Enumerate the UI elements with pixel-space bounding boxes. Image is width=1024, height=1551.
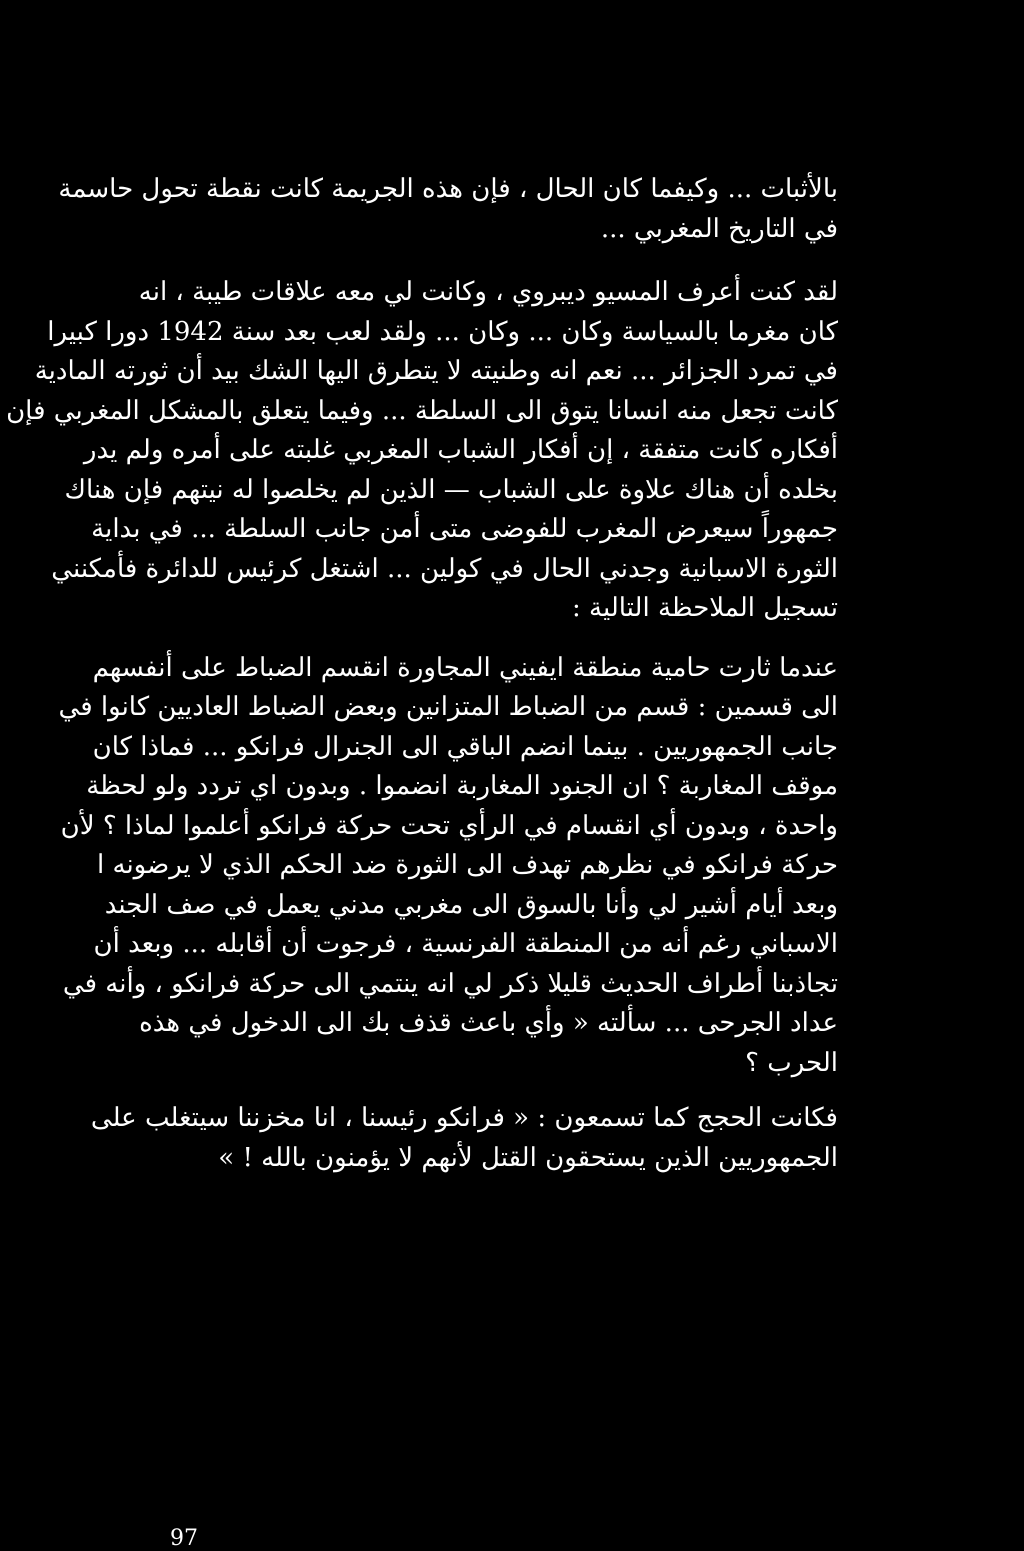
text-line: فكانت الحجج كما تسمعون : « فرانكو رئيسنا ، انا مخزننا سيتغلب على: [90, 1103, 838, 1133]
text-line: الجمهوريين الذين يستحقون القتل لأنهم لا يؤمنون بالله ! »: [218, 1142, 838, 1173]
text-line: بخلده أن هناك علاوة على الشباب — الذين لم يخلصوا له نيتهم فإن هناك: [64, 474, 838, 505]
text-line: جمهوراً سيعرض المغرب للفوضى متى أمن جانب السلطة ... في بداية: [91, 514, 838, 544]
text-line: جانب الجمهوريين . بينما انضم الباقي الى الجنرال فرانكو ... فماذا كان: [92, 731, 838, 762]
paragraph-4: [90, 1099, 838, 1178]
text-line: عداد الجرحى ... سألته « وأي باعث قذف بك الى الدخول في هذه: [139, 1008, 838, 1038]
text-line: عندما ثارت حامية منطقة ايفيني المجاورة انقسم الضباط على أنفسهم: [92, 652, 838, 683]
paragraph-2: [6, 273, 838, 629]
page-number: 97: [170, 1526, 198, 1551]
text-line: كان مغرما بالسياسة وكان ... وكان ... ولقد لعب بعد سنة 1942 دورا كبيرا: [47, 316, 838, 347]
text-line: حركة فرانكو في نظرهم تهدف الى الثورة ضد الحكم الذي لا يرضونه ا: [97, 850, 838, 880]
text-line: الحرب ؟: [745, 1047, 838, 1078]
text-line: تسجيل الملاحظة التالية :: [572, 593, 838, 623]
text-line: وبعد أيام أشير لي وأنا بالسوق الى مغربي مدني يعمل في صف الجند: [104, 889, 838, 920]
text-line: الى قسمين : قسم من الضباط المتزانين وبعض الضباط العاديين كانوا في: [58, 692, 838, 722]
text-line: الثورة الاسبانية وجدني الحال في كولين ... اشتغل كرئيس للدائرة فأمكنني: [51, 553, 838, 584]
paragraph-1: [58, 170, 838, 249]
text-line: واحدة ، وبدون أي انقسام في الرأي تحت حركة فرانكو أعلموا لماذا ؟ لأن: [60, 810, 838, 841]
text-line: أفكاره كانت متفقة ، إن أفكار الشباب المغربي غلبته على أمره ولم يدر: [83, 435, 838, 465]
text-line: تجاذبنا أطراف الحديث قليلا ذكر لي انه ينتمي الى حركة فرانكو ، وأنه في: [62, 968, 838, 999]
text-line: في تمرد الجزائر ... نعم انه وطنيته لا يتطرق اليها الشك بيد أن ثورته المادية: [34, 356, 838, 386]
text-line: الاسباني رغم أنه من المنطقة الفرنسية ، فرجوت أن أقابله ... وبعد أن: [93, 929, 838, 959]
text-line: بالأثبات ... وكيفما كان الحال ، فإن هذه الجريمة كانت نقطة تحول حاسمة: [58, 174, 838, 204]
page-text-block: [6, 170, 838, 1178]
paragraph-3: [58, 649, 838, 1084]
text-line: موقف المغاربة ؟ ان الجنود المغاربة انضموا . وبدون اي تردد ولو لحظة: [86, 771, 838, 801]
text-line: لقد كنت أعرف المسيو ديبروي ، وكانت لي معه علاقات طيبة ، انه: [138, 277, 838, 307]
text-line: في التاريخ المغربي ...: [600, 213, 838, 244]
text-line: كانت تجعل منه انسانا يتوق الى السلطة ... وفيما يتعلق بالمشكل المغربي فإن: [6, 395, 838, 426]
